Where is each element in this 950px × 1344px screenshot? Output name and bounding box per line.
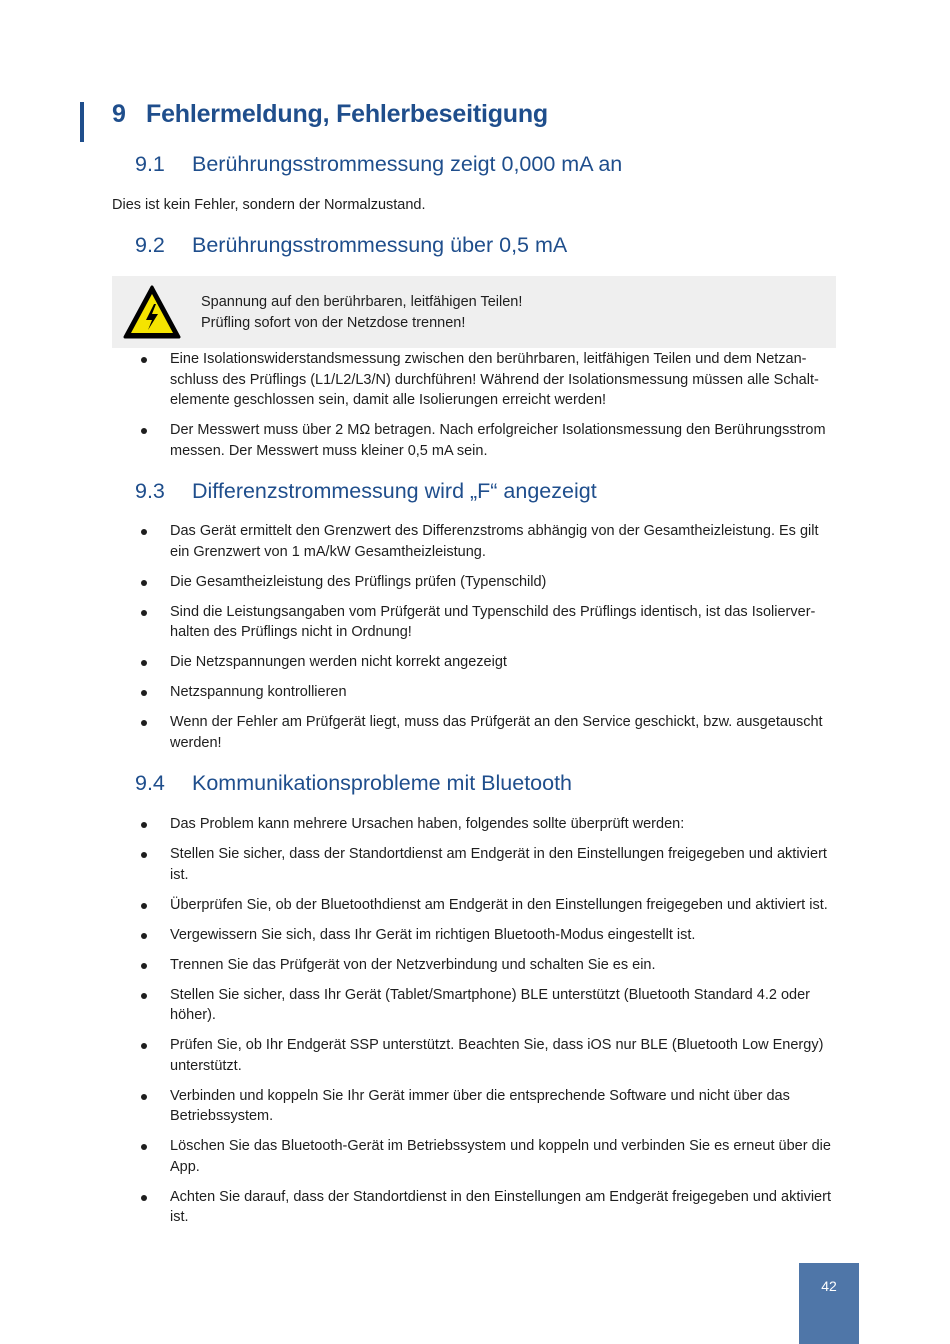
- bullet-icon: [141, 993, 147, 999]
- list-item: [140, 572, 836, 593]
- bullet-icon: [141, 720, 147, 726]
- list-item-text: Achten Sie darauf, dass der Standortdienst in den Einstellungen am Endgerät freigegeben und aktiviert ist.: [170, 1188, 831, 1225]
- section-number: 9.3: [135, 479, 165, 503]
- list-item-text: Stellen Sie sicher, dass Ihr Gerät (Tablet/Smartphone) BLE unterstützt (Bluetooth Standard 4.2 oder höher).: [170, 986, 810, 1023]
- chapter-accent-bar: [80, 102, 84, 142]
- bullet-icon: [141, 610, 147, 616]
- section-title: Berührungsstrommessung über 0,5 mA: [192, 233, 568, 257]
- list-item-text: Eine Isolationswiderstandsmessung zwischen den berührbaren, leitfähigen Teilen und dem Netzanschluss des Prüflings (L1/L2/L3/N) durchführen! Während der Isolationsmessung müssen alle Schaltelemente geschlossen sein, damit alle Isolierungen erreicht werden!: [170, 351, 819, 408]
- list-item-text: Die Gesamtheizleistung des Prüflings prüfen (Typenschild): [170, 573, 547, 590]
- list-item-text: Das Problem kann mehrere Ursachen haben, folgendes sollte überprüft werden:: [170, 816, 685, 832]
- section-number: 9.1: [135, 152, 165, 176]
- section-9-1-text: Dies ist kein Fehler, sondern der Normalzustand.: [112, 197, 426, 213]
- bullet-icon: [141, 1195, 147, 1201]
- bullet-icon: [141, 660, 147, 666]
- list-item: [140, 985, 836, 1026]
- list-item-text: Überprüfen Sie, ob der Bluetoothdienst am Endgerät in den Einstellungen freigegeben und aktiviert ist.: [170, 896, 828, 913]
- list-item: [140, 814, 836, 835]
- section-title: Kommunikationsprobleme mit Bluetooth: [192, 771, 573, 795]
- bullet-icon: [141, 1043, 147, 1049]
- warning-box: [112, 276, 836, 348]
- section-number: 9.2: [135, 233, 165, 257]
- list-item: [140, 712, 836, 753]
- list-item: [140, 844, 836, 885]
- list-item: [140, 925, 836, 946]
- section-heading-9-3: [135, 479, 597, 504]
- bullet-icon: [141, 580, 147, 586]
- list-item-text: Netzspannung kontrollieren: [170, 684, 347, 700]
- warning-line-1: Spannung auf den berührbaren, leitfähigen Teilen!: [201, 294, 523, 310]
- bullet-icon: [141, 529, 147, 535]
- section-9-2-list: [140, 349, 836, 471]
- warning-text: [201, 292, 522, 334]
- list-item-text: Die Netzspannungen werden nicht korrekt angezeigt: [170, 654, 507, 670]
- bullet-icon: [141, 1144, 147, 1150]
- bullet-icon: [141, 1094, 147, 1100]
- list-item: [140, 652, 836, 673]
- page-number: 42: [799, 1263, 859, 1344]
- list-item-text: Das Gerät ermittelt den Grenzwert des Differenzstroms abhängig von der Gesamtheizleistung. Es gilt ein Grenzwert von 1 mA/kW Gesamtheizleistung.: [170, 523, 819, 560]
- bullet-icon: [141, 933, 147, 939]
- list-item-text: Löschen Sie das Bluetooth-Gerät im Betriebssystem und koppeln und verbinden Sie es erneut über die App.: [170, 1138, 831, 1175]
- list-item-text: Wenn der Fehler am Prüfgerät liegt, muss das Prüfgerät an den Service geschickt, bzw. ausgetauscht werden!: [170, 714, 823, 751]
- list-item: [140, 682, 836, 703]
- list-item: [140, 1136, 836, 1177]
- list-item: [140, 1187, 836, 1228]
- list-item: [140, 521, 836, 562]
- section-heading-9-4: [135, 771, 572, 796]
- bullet-icon: [141, 690, 147, 696]
- bullet-icon: [141, 357, 147, 363]
- warning-line-2: Prüfling sofort von der Netzdose trennen!: [201, 315, 466, 331]
- bullet-icon: [141, 428, 147, 434]
- chapter-heading: [112, 100, 548, 129]
- list-item-text: Vergewissern Sie sich, dass Ihr Gerät im richtigen Bluetooth-Modus eingestellt ist.: [170, 926, 696, 943]
- list-item-text: Verbinden und koppeln Sie Ihr Gerät immer über die entsprechende Software und nicht über das Betriebssystem.: [170, 1087, 790, 1124]
- list-item: [140, 955, 836, 976]
- section-9-4-list: [140, 814, 836, 1237]
- list-item: [140, 602, 836, 643]
- list-item: [140, 1086, 836, 1127]
- section-9-3-list: [140, 521, 836, 763]
- chapter-number: 9: [112, 100, 126, 128]
- list-item: [140, 420, 836, 461]
- bullet-icon: [141, 963, 147, 969]
- list-item-text: Der Messwert muss über 2 MΩ betragen. Nach erfolgreicher Isolationsmessung den Berührungsstrom messen. Der Messwert muss kleiner 0,5 mA sein.: [170, 422, 826, 459]
- bullet-icon: [141, 903, 147, 909]
- list-item: [140, 895, 836, 916]
- bullet-icon: [141, 822, 147, 828]
- section-heading-9-1: [135, 152, 622, 177]
- chapter-title: Fehlermeldung, Fehlerbeseitigung: [146, 100, 548, 128]
- list-item: [140, 1035, 836, 1076]
- high-voltage-warning-icon: [122, 284, 182, 340]
- list-item-text: Trennen Sie das Prüfgerät von der Netzverbindung und schalten Sie es ein.: [170, 956, 656, 973]
- section-title: Differenzstrommessung wird „F“ angezeigt: [192, 479, 597, 503]
- bullet-icon: [141, 852, 147, 858]
- section-number: 9.4: [135, 771, 165, 795]
- section-title: Berührungsstrommessung zeigt 0,000 mA an: [192, 152, 623, 176]
- list-item-text: Sind die Leistungsangaben vom Prüfgerät und Typenschild des Prüflings identisch, ist das Isolierverhalten des Prüflings nicht in Ordnung!: [170, 603, 816, 640]
- list-item-text: Stellen Sie sicher, dass der Standortdienst am Endgerät in den Einstellungen freigegeben und aktiviert ist.: [170, 846, 827, 883]
- list-item-text: Prüfen Sie, ob Ihr Endgerät SSP unterstützt. Beachten Sie, dass iOS nur BLE (Bluetooth Low Energy) unterstützt.: [170, 1037, 824, 1074]
- section-heading-9-2: [135, 233, 567, 258]
- list-item: [140, 349, 836, 411]
